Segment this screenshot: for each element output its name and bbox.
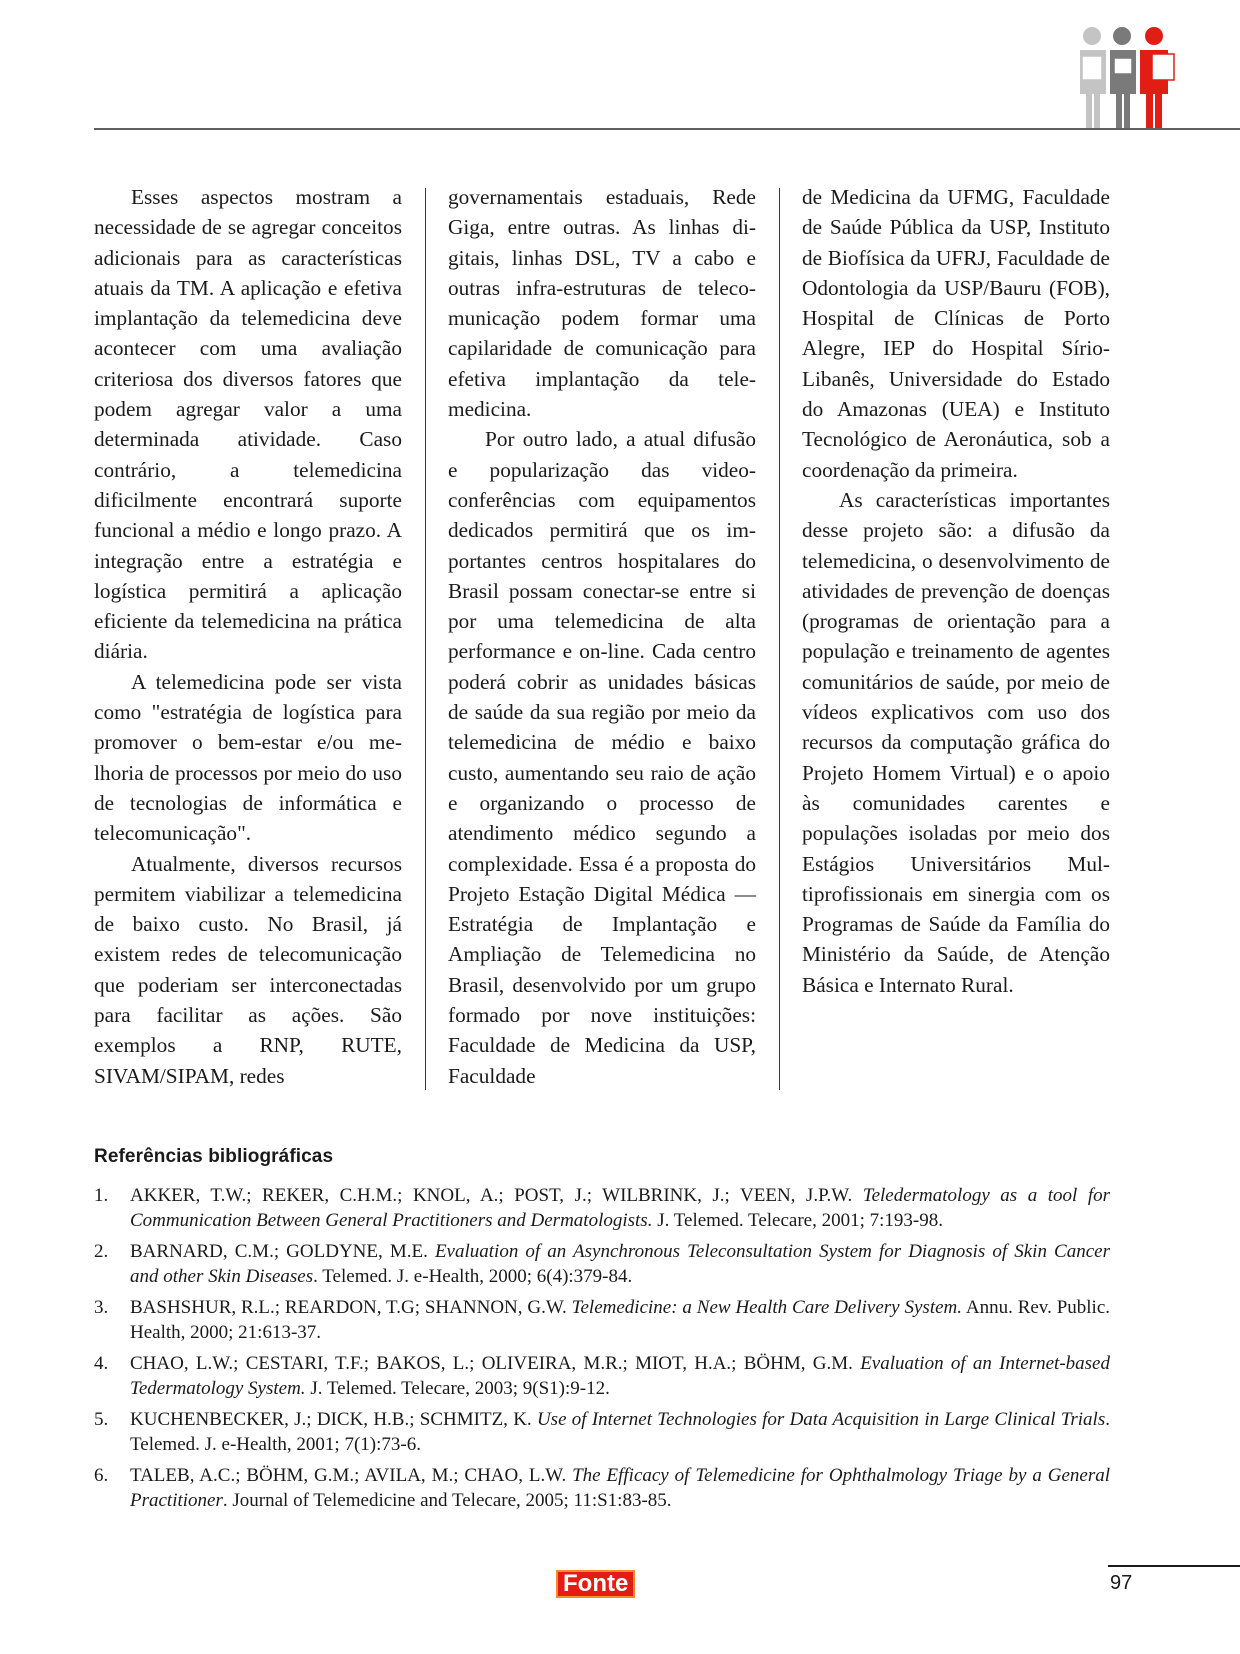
reference-title: Use of Internet Technologies for Data Acquisition in Large Clinical Trials <box>536 1409 1106 1430</box>
reference-item <box>94 1239 1110 1289</box>
reference-number: 3. <box>94 1297 109 1318</box>
references-heading: Referências bibliográficas <box>94 1146 334 1167</box>
header-rule <box>94 128 1240 130</box>
text-column-2 <box>448 182 756 1091</box>
reference-source: . Telemed. J. e-Health, 2000; 6(4):379-84. <box>313 1266 633 1287</box>
text-column-3 <box>802 182 1110 1000</box>
text-column-1 <box>94 182 402 1091</box>
reference-number: 4. <box>94 1353 109 1374</box>
reference-title: Evaluation of an Asynchronous Teleconsultation System for Diagnosis of Skin Cancer and other Skin Diseases <box>130 1241 1110 1287</box>
footer-rule <box>1108 1565 1240 1567</box>
paragraph: Por outro lado, a atual difusão e popularização das videoconferências com equipamentos dedicados permitirá que os importantes centros hospitalares do Brasil possam conectar-se entre si por uma telemedicina de alta performance e on-line. Cada centro poderá cobrir as unidades básicas de saúde da sua região por meio da telemedicina de médio e baixo custo, aumentando seu raio de ação e organizando o processo de atendimento médico segundo a complexidade. Essa é a proposta do Projeto Estação Digital Médica — Estratégia de Implantação e Ampliação de Telemedicina no Brasil, desenvolvido por um grupo formado por nove instituições: Faculdade de Medicina da USP, Faculdade <box>448 427 756 1088</box>
reference-authors: CHAO, L.W.; CESTARI, T.F.; BAKOS, L.; OLIVEIRA, M.R.; MIOT, H.A.; BÖHM, G.M. <box>130 1353 861 1374</box>
reference-title: Evaluation of an Internet-based Tedermatology System. <box>130 1353 1110 1399</box>
fonte-logo: Fonte <box>556 1570 635 1598</box>
reference-item <box>94 1351 1110 1401</box>
reference-item <box>94 1183 1110 1233</box>
references-list <box>94 1183 1110 1519</box>
reference-number: 5. <box>94 1409 109 1430</box>
paragraph: As características importantes desse projeto são: a difusão da telemedicina, o desenvolvimento de atividades de prevenção de doenças (programas de orientação para a população e treinamento de agentes comunitários de saúde, por meio de vídeos explicativos com uso dos recursos da computação gráfica do Projeto Homem Virtual) e o apoio às comunidades carentes e populações isoladas por meio dos Estágios Universitários Multiprofissionais em sinergia com os Programas de Saúde da Família do Ministério da Saúde, de Atenção Básica e Internato Rural. <box>802 487 1110 997</box>
reference-source: J. Telemed. Telecare, 2001; 7:193-98. <box>652 1210 943 1231</box>
reference-source: J. Telemed. Telecare, 2003; 9(S1):9-12. <box>305 1378 610 1399</box>
reference-source: Annu. Rev. Public. Health, 2000; 21:613-37. <box>130 1297 1110 1343</box>
three-people-icon <box>1076 24 1184 128</box>
reference-authors: TALEB, A.C.; BÖHM, G.M.; AVILA, M.; CHAO, L.W. <box>130 1465 573 1486</box>
reference-number: 6. <box>94 1465 109 1486</box>
paragraph: governamentais estaduais, Rede Giga, entre outras. As linhas digitais, linhas DSL, TV a cabo e outras infra-estruturas de telecomunicação podem formar uma capilaridade de comunicação para efetiva implantação da telemedicina. <box>448 185 756 422</box>
reference-source: . Journal of Telemedicine and Telecare, 2005; 11:S1:83-85. <box>222 1490 672 1511</box>
reference-authors: BASHSHUR, R.L.; REARDON, T.G; SHANNON, G.W. <box>130 1297 572 1318</box>
column-divider <box>425 188 426 1090</box>
reference-title: Telemedicine: a New Health Care Delivery System. <box>571 1297 963 1318</box>
reference-authors: BARNARD, C.M.; GOLDYNE, M.E. <box>130 1241 435 1262</box>
page-number: 97 <box>1110 1572 1133 1594</box>
paragraph: de Medicina da UFMG, Faculdade de Saúde Pública da USP, Instituto de Biofísica da UFRJ, Faculdade de Odontologia da USP/Bauru (FOB), Hospital de Clínicas de Porto Alegre, IEP do Hospital Sírio-Libanês, Universidade do Estado do Amazonas (UEA) e Instituto Tecnológico de Aeronáutica, sob a coordenação da primeira. <box>802 185 1110 482</box>
paragraph: Esses aspectos mostram a necessidade de se agregar conceitos adicionais para as características atuais da TM. A aplicação e efetiva implantação da telemedicina deve acontecer com uma avaliação criteriosa dos diversos fatores que podem agregar valor a uma determinada atividade. Caso contrário, a telemedicina dificilmente encontrará suporte funcional a médio e longo prazo. A integração entre a estratégia e logística permitirá a aplicação eficiente da telemedicina na prática diária. <box>94 185 402 664</box>
reference-title: The Efficacy of Telemedicine for Ophthalmology Triage by a General Practitioner <box>130 1465 1110 1511</box>
reference-authors: KUCHENBECKER, J.; DICK, H.B.; SCHMITZ, K. <box>130 1409 537 1430</box>
column-divider <box>779 188 780 1090</box>
reference-item <box>94 1463 1110 1513</box>
reference-item <box>94 1295 1110 1345</box>
paragraph: Atualmente, diversos recursos permitem viabilizar a telemedicina de baixo custo. No Brasil, já existem redes de telecomunicação que poderiam ser interconectadas para facilitar as ações. São exemplos a RNP, RUTE, SIVAM/SIPAM, redes <box>94 851 402 1088</box>
reference-source: . Telemed. J. e-Health, 2001; 7(1):73-6. <box>130 1409 1110 1455</box>
reference-title: Teledermatology as a tool for Communication Between General Practitioners and Dermatologists. <box>130 1185 1110 1231</box>
reference-number: 1. <box>94 1185 109 1206</box>
reference-number: 2. <box>94 1241 109 1262</box>
reference-authors: AKKER, T.W.; REKER, C.H.M.; KNOL, A.; POST, J.; WILBRINK, J.; VEEN, J.P.W. <box>130 1185 863 1206</box>
reference-item <box>94 1407 1110 1457</box>
paragraph: A telemedicina pode ser vista como "estratégia de logística para promover o bem-estar e/ou melhoria de processos por meio do uso de tecnologias de informática e telecomunicação". <box>94 669 402 846</box>
